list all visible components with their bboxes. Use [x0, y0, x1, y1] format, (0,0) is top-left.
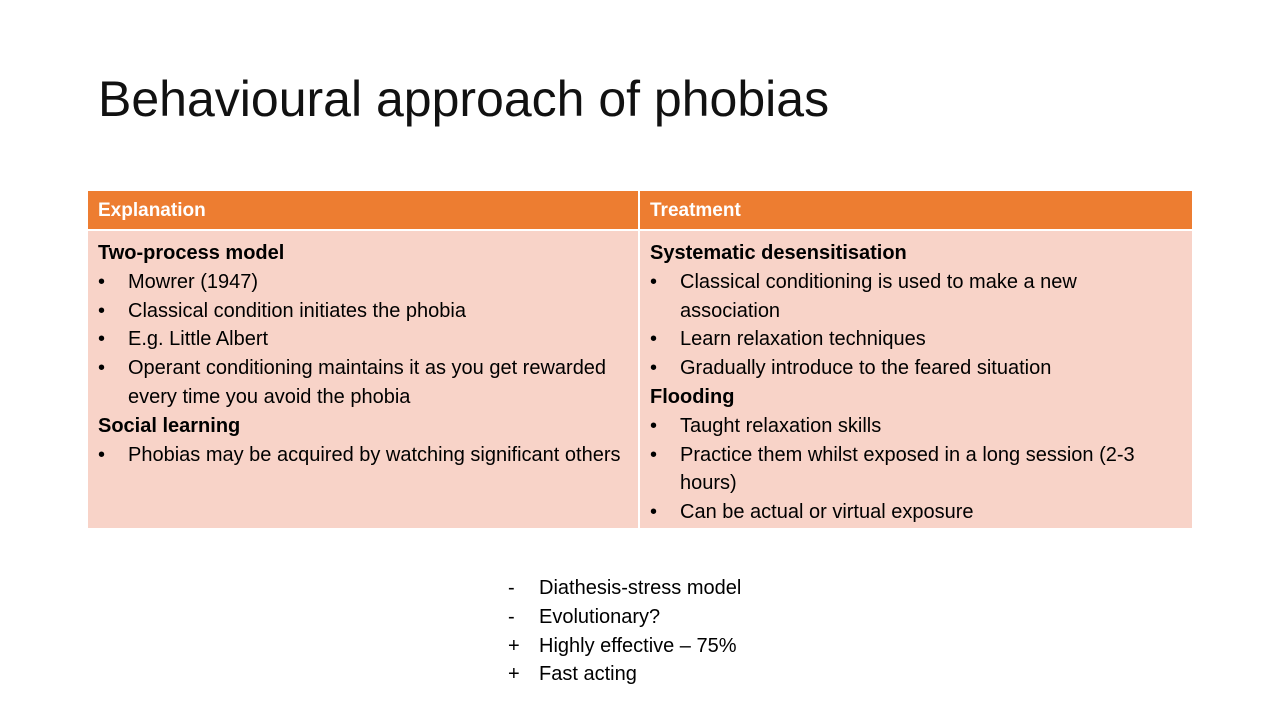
note-text: Fast acting: [539, 663, 637, 686]
social-learning-list: [98, 441, 628, 470]
evaluation-notes: [508, 574, 741, 689]
note-text: Highly effective – 75%: [539, 634, 737, 657]
comparison-table: [88, 191, 1192, 528]
note-item: [508, 660, 741, 689]
systematic-desensitisation-heading: Systematic desensitisation: [650, 242, 907, 264]
list-item: • Taught relaxation skills: [650, 412, 1182, 441]
list-item: • Operant conditioning maintains it as you get rewarded every time you avoid the phobia: [98, 354, 628, 412]
slide-title: Behavioural approach of phobias: [98, 71, 830, 127]
note-symbol: +: [508, 663, 520, 686]
flooding-list: [650, 412, 1182, 527]
list-item: • Classical conditioning is used to make a new association: [650, 268, 1182, 326]
explanation-header: Explanation: [88, 191, 638, 229]
note-symbol: -: [508, 605, 515, 628]
two-process-model-list: [98, 268, 628, 412]
systematic-desensitisation-list: [650, 268, 1182, 383]
note-text: Evolutionary?: [539, 605, 661, 628]
list-item: • Phobias may be acquired by watching significant others: [98, 441, 628, 470]
note-symbol: -: [508, 577, 515, 599]
note-symbol: +: [508, 634, 520, 657]
list-item: • Practice them whilst exposed in a long session (2-3 hours): [650, 441, 1182, 499]
list-item: • Mowrer (1947): [98, 268, 628, 297]
note-item: [508, 603, 741, 632]
list-item: • Classical condition initiates the phobia: [98, 297, 628, 326]
flooding-heading: Flooding: [650, 385, 735, 408]
list-item: • Gradually introduce to the feared situation: [650, 354, 1182, 383]
list-item: • E.g. Little Albert: [98, 325, 628, 354]
social-learning-heading: Social learning: [98, 414, 241, 437]
explanation-cell: [88, 231, 638, 528]
treatment-header: Treatment: [640, 191, 1192, 229]
two-process-model-heading: Two-process model: [98, 242, 285, 264]
list-item: • Can be actual or virtual exposure: [650, 498, 1182, 527]
note-item: [508, 574, 741, 603]
note-item: [508, 632, 741, 661]
list-item: • Learn relaxation techniques: [650, 325, 1182, 354]
treatment-cell: [640, 231, 1192, 528]
note-text: Diathesis-stress model: [539, 577, 742, 599]
